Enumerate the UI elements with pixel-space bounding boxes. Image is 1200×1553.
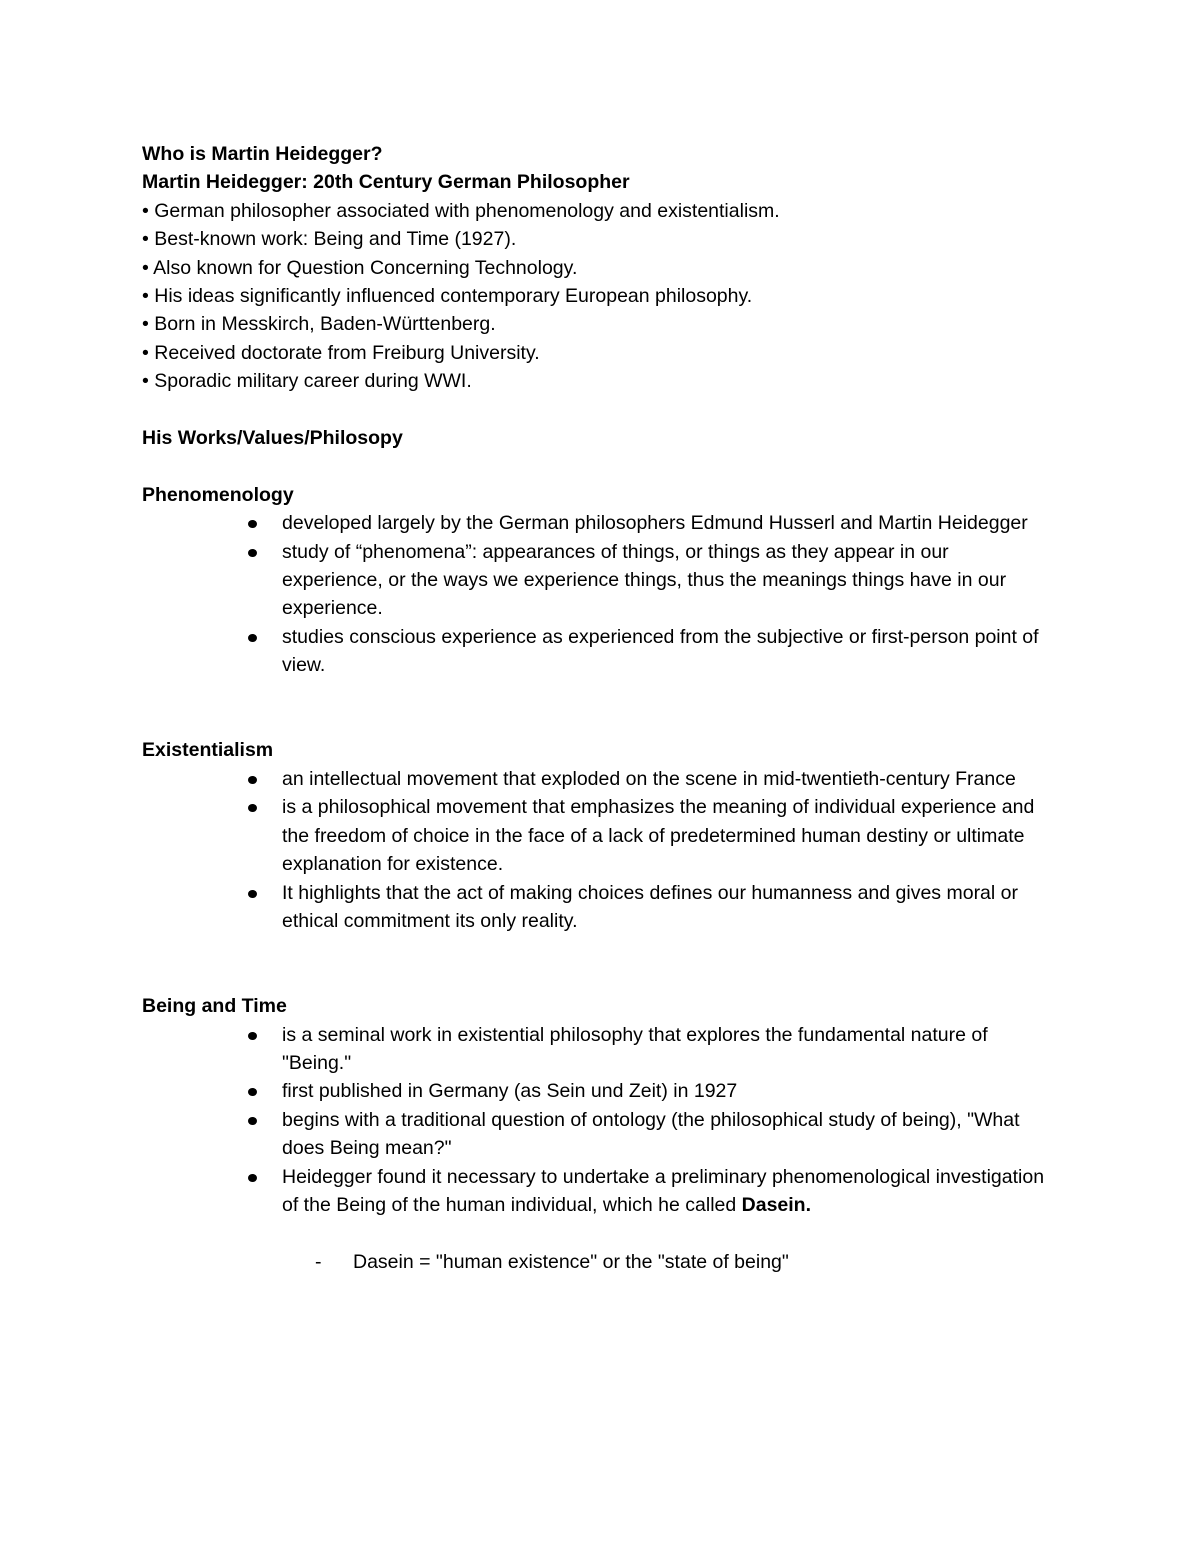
being-and-time-heading: Being and Time bbox=[142, 995, 287, 1018]
page-title: Martin Heidegger: 20th Century German Philosopher bbox=[142, 171, 630, 194]
list-item-text: developed largely by the German philosophers Edmund Husserl and Martin Heidegger bbox=[282, 512, 1028, 535]
list-item-text: is a philosophical movement that emphasizes the meaning of individual experience and the freedom of choice in the face of a lack of predetermined human destiny or ultimate explanation for existence. bbox=[282, 796, 1035, 876]
bullet-icon bbox=[248, 804, 257, 812]
list-item bbox=[282, 509, 1052, 537]
fact-line: • Born in Messkirch, Baden-Württenberg. bbox=[142, 313, 496, 336]
list-item bbox=[282, 793, 1052, 878]
bullet-icon bbox=[248, 1088, 257, 1096]
fact-line: • German philosopher associated with phenomenology and existentialism. bbox=[142, 199, 780, 222]
fact-line: • Received doctorate from Freiburg University. bbox=[142, 341, 540, 364]
bullet-icon bbox=[248, 890, 257, 898]
fact-line: • Also known for Question Concerning Technology. bbox=[142, 256, 578, 279]
bullet-icon bbox=[248, 634, 257, 642]
list-item bbox=[282, 1163, 1052, 1220]
phenomenology-list bbox=[142, 509, 1062, 679]
list-item bbox=[315, 1248, 1062, 1276]
bullet-icon bbox=[248, 1032, 257, 1040]
list-item bbox=[282, 538, 1052, 623]
list-item bbox=[282, 765, 1052, 793]
list-item-text: studies conscious experience as experienced from the subjective or first-person point of view. bbox=[282, 625, 1039, 677]
list-item-text: first published in Germany (as Sein und Zeit) in 1927 bbox=[282, 1080, 738, 1103]
document-content bbox=[142, 140, 1062, 1276]
list-item-text: begins with a traditional question of ontology (the philosophical study of being), "What does Being mean?" bbox=[282, 1108, 1020, 1160]
bullet-icon bbox=[248, 520, 257, 528]
dasein-definition-list bbox=[142, 1248, 1062, 1276]
fact-line: • Sporadic military career during WWI. bbox=[142, 370, 472, 393]
dash-marker: - bbox=[315, 1250, 322, 1273]
bullet-icon bbox=[248, 776, 257, 784]
dasein-term: Dasein. bbox=[741, 1193, 812, 1216]
list-item bbox=[282, 623, 1052, 680]
list-item-text: Dasein = "human existence" or the "state of being" bbox=[353, 1250, 789, 1273]
existentialism-list bbox=[142, 765, 1062, 935]
bullet-icon bbox=[248, 549, 257, 557]
fact-line: • His ideas significantly influenced contemporary European philosophy. bbox=[142, 285, 753, 308]
list-item-text: study of “phenomena”: appearances of things, or things as they appear in our experience, or the ways we experience things, thus the meanings things have in our experience. bbox=[282, 540, 1007, 620]
being-and-time-list bbox=[142, 1021, 1062, 1220]
list-item-text: is a seminal work in existential philosophy that explores the fundamental nature of "Being." bbox=[282, 1023, 988, 1074]
list-item-text: Heidegger found it necessary to undertake a preliminary phenomenological investigation of the Being of the human individual, which he called bbox=[282, 1165, 1045, 1216]
works-heading: His Works/Values/Philosopy bbox=[142, 427, 403, 450]
phenomenology-heading: Phenomenology bbox=[142, 483, 294, 506]
list-item-text: It highlights that the act of making choices defines our humanness and gives moral or ethical commitment its only reality. bbox=[282, 881, 1018, 932]
list-item bbox=[282, 1106, 1052, 1163]
list-item-text: an intellectual movement that exploded on the scene in mid-twentieth-century France bbox=[282, 767, 1016, 790]
bullet-icon bbox=[248, 1117, 257, 1125]
list-item bbox=[282, 879, 1052, 936]
fact-line: • Best-known work: Being and Time (1927). bbox=[142, 228, 517, 251]
bullet-icon bbox=[248, 1174, 257, 1182]
list-item bbox=[282, 1077, 1052, 1105]
existentialism-heading: Existentialism bbox=[142, 739, 274, 762]
question-heading: Who is Martin Heidegger? bbox=[142, 143, 383, 165]
list-item bbox=[282, 1021, 1052, 1078]
